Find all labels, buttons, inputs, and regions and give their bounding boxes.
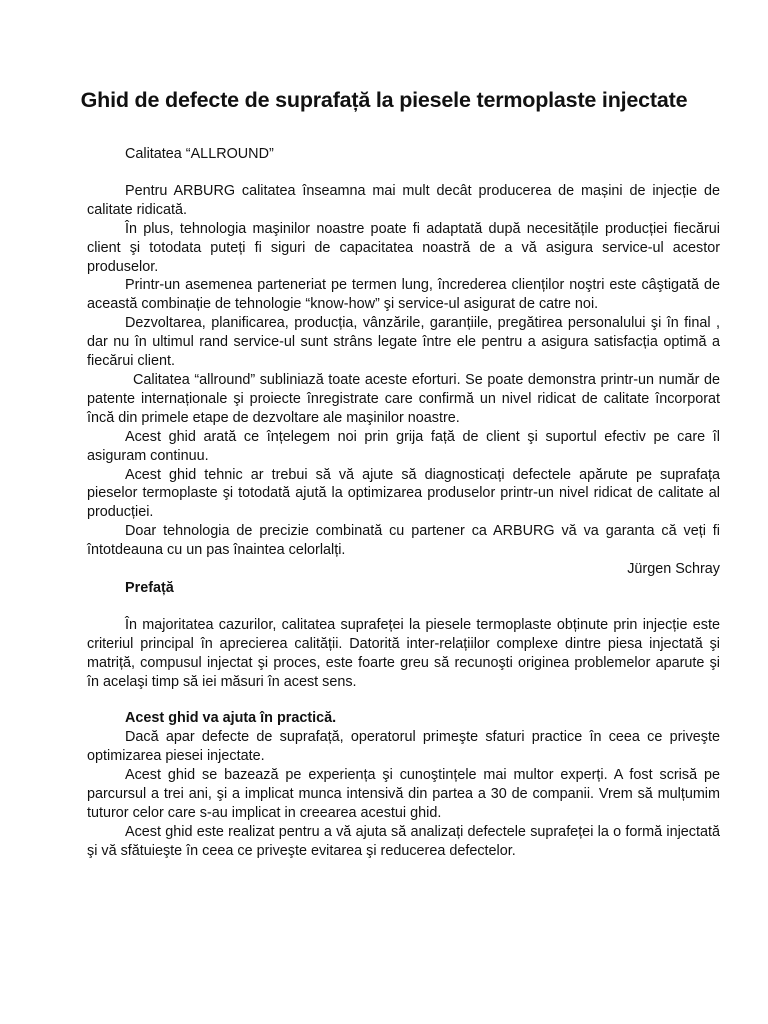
preface-paragraph: În majoritatea cazurilor, calitatea suprafeței la piesele termoplaste obținute prin injecție este criteriul principal în aprecierea calității. Datorită inter-relațiilor complexe dintre piesa injectată şi matriță, compusul injectat şi proces, este foarte greu să recunoşti originea problemelor aparute şi în acelaşi timp să iei măsuri în acest sens. — [87, 616, 720, 690]
intro-paragraph-7: Acest ghid tehnic ar trebui să vă ajute să diagnosticați defectele apărute pe suprafața pieselor termoplaste şi totodată ajută la optimizarea produselor printr-un nivel ridicat de calitate al producției. — [87, 466, 720, 521]
spacer — [87, 598, 720, 616]
practice-heading: Acest ghid va ajuta în practică. — [125, 710, 337, 727]
intro-paragraph-6: Acest ghid arată ce înțelegem noi prin grija față de client şi suportul efectiv pe care îl asiguram continuu. — [87, 428, 720, 464]
document-body — [87, 145, 720, 861]
practice-paragraph-2: Acest ghid se bazează pe experiența şi cunoştințele mai multor experți. A fost scrisă pe parcursul a trei ani, şi a implicat munca intensivă din partea a 30 de companii. Vrem să mulțumim tuturor celor care s-au implicat in creearea acestui ghid. — [87, 767, 720, 821]
intro-paragraph-5: Calitatea “allround” subliniază toate aceste eforturi. Se poate demonstra printr-un număr de patente internaționale şi proiecte înregistrate care confirmă un nivel ridicat de calitate încorporat încă din primele etape de dezvoltare ale maşinilor noastre. — [87, 371, 720, 426]
preface-heading: Prefață — [125, 579, 174, 596]
author-signature: Jürgen Schray — [627, 561, 720, 578]
intro-paragraph-2: În plus, tehnologia maşinilor noastre poate fi adaptată după necesitățile producției fiecărui client şi totodata puteți fi siguri de capacitatea noastră de a vă asigura service-ul acestor produselor. — [87, 220, 720, 275]
practice-paragraph-3: Acest ghid este realizat pentru a vă ajuta să analizați defectele suprafeței la o formă injectată şi vă sfătuieşte în ceea ce priveşte evitarea şi reducerea defectelor. — [87, 823, 720, 859]
quality-subtitle: Calitatea “ALLROUND” — [125, 146, 274, 162]
document-title: Ghid de defecte de suprafață la piesele termoplaste injectate — [80, 88, 688, 112]
practice-paragraph-1: Dacă apar defecte de suprafață, operatorul primeşte sfaturi practice în ceea ce priveşte optimizarea piesei injectate. — [87, 729, 720, 765]
intro-paragraph-1: Pentru ARBURG calitatea înseamna mai mult decât producerea de mașini de injecție de calitate ridicată. — [87, 182, 720, 218]
intro-paragraph-4: Dezvoltarea, planificarea, producția, vânzările, garanțiile, pregătirea personalului şi în final , dar nu în ultimul rand service-ul sunt strâns legate între ele pentru a asigura satisfacția optimă a fiecărui client. — [87, 315, 720, 370]
intro-paragraph-8: Doar tehnologia de precizie combinată cu partener ca ARBURG vă va garanta că veți fi întotdeauna cu un pas înaintea celorlalți. — [87, 523, 720, 559]
intro-paragraph-3: Printr-un asemenea parteneriat pe termen lung, încrederea clienților noştri este câştigată de această combinație de tehnologie “know-how” şi service-ul asigurat de catre noi. — [87, 277, 720, 313]
spacer — [87, 691, 720, 709]
